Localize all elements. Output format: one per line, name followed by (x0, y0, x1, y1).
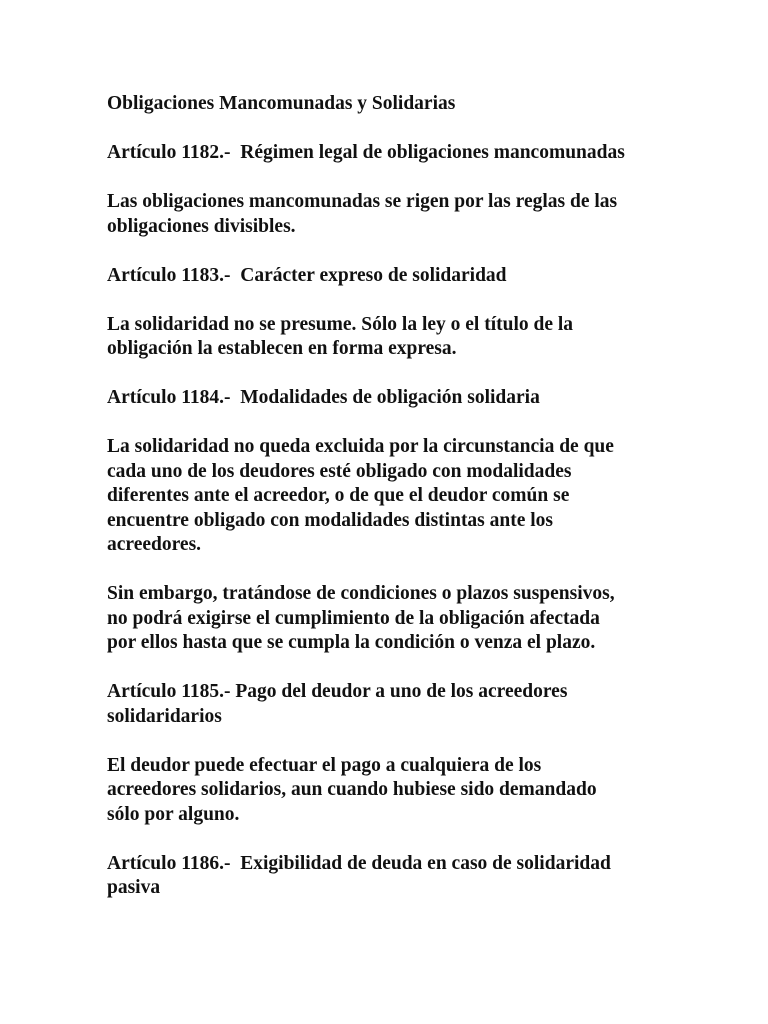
article-1182-text: Las obligaciones mancomunadas se rigen por las reglas de las obligaciones divisibles. (107, 191, 618, 237)
article-1184-heading: Artículo 1184.- Modalidades de obligación solidaria (107, 387, 540, 408)
article-1184-text-1: La solidaridad no queda excluida por la circunstancia de que cada uno de los deudores esté obligado con modalidades diferentes ante el acreedor, o de que el deudor común se encuentre obligado con modalidades distintas ante los acreedores. (107, 436, 614, 555)
document-body (107, 92, 707, 925)
article-1185-text: El deudor puede efectuar el pago a cualquiera de los acreedores solidarios, aun cuando hubiese sido demandado sólo por alguno. (107, 754, 597, 825)
article-1186-heading: Artículo 1186.- Exigibilidad de deuda en caso de solidaridad pasiva (107, 852, 611, 898)
article-1184-text-2: Sin embargo, tratándose de condiciones o plazos suspensivos, no podrá exigirse el cumplimiento de la obligación afectada por ellos hasta que se cumpla la condición o venza el plazo. (107, 583, 615, 653)
article-1183-heading: Artículo 1183.- Carácter expreso de solidaridad (107, 264, 507, 286)
article-1183-text: La solidaridad no se presume. Sólo la ley o el título de la obligación la establecen en forma expresa. (107, 313, 574, 359)
article-1182-heading: Artículo 1182.- Régimen legal de obligaciones mancomunadas (107, 142, 625, 163)
document-title: Obligaciones Mancomunadas y Solidarias (107, 93, 456, 114)
article-1185-heading: Artículo 1185.- Pago del deudor a uno de los acreedores solidaridarios (107, 681, 568, 727)
